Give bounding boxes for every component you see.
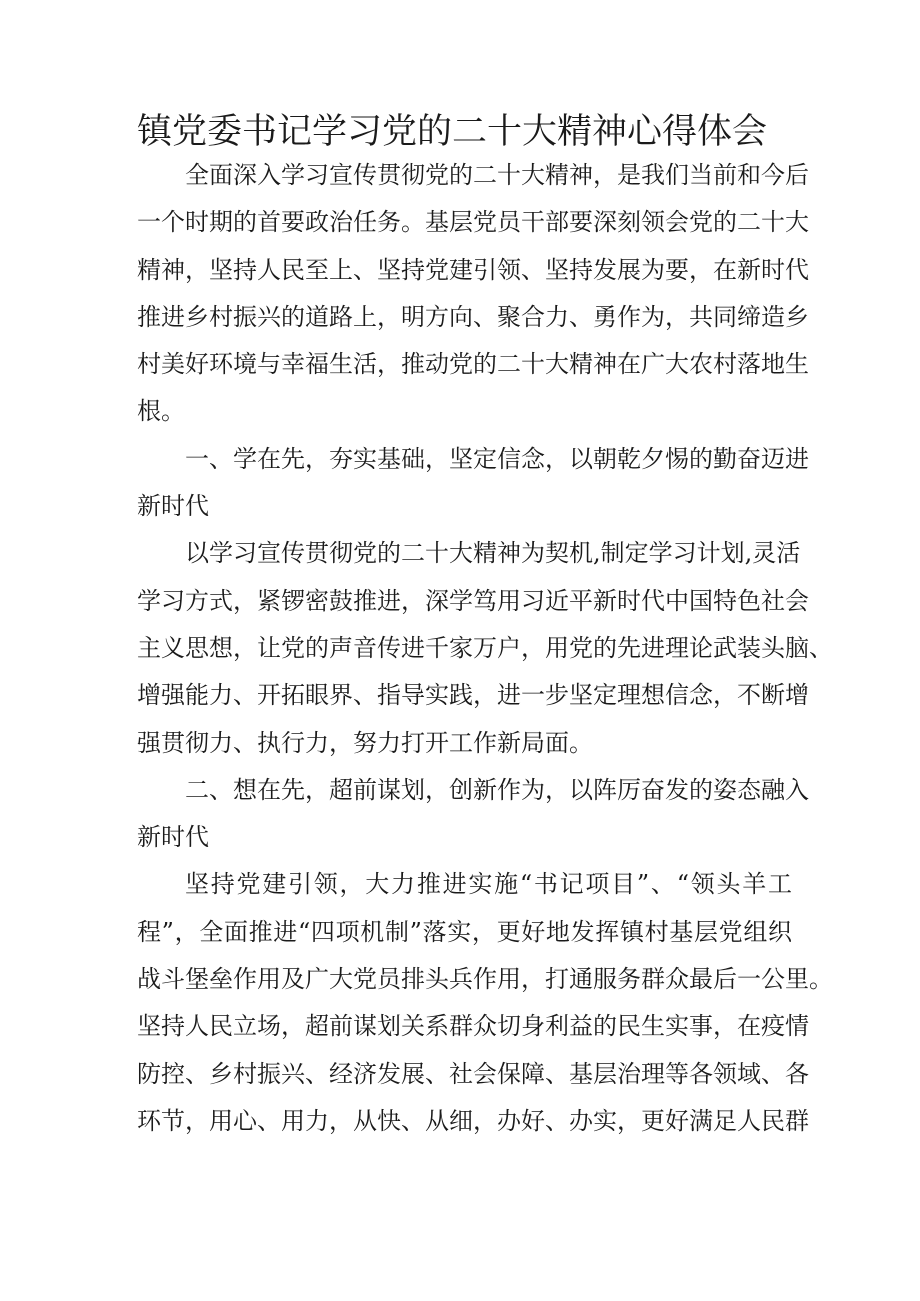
paragraph-section-2 [137,861,833,1145]
text-line: 防控、乡村振兴、经济发展、社会保障、基层治理等各领域、各 [137,1059,809,1088]
text-line: 以学习宣传贯彻党的二十大精神为契机,制定学习计划,灵活 [185,539,801,568]
text-line: 新时代 [137,492,209,521]
text-line: 全面深入学习宣传贯彻党的二十大精神，是我们当前和今后 [185,161,809,189]
text-line: 二、想在先，超前谋划，创新作为，以阵厉奋发的姿态融入 [185,775,809,804]
text-line: 增强能力、开拓眼界、指导实践，进一步坚定理想信念，不断增 [137,681,809,710]
text-line: 坚持党建引领，大力推进实施“书记项目”、“领头羊工 [185,870,792,899]
paragraph-section-1 [137,530,833,766]
text-line: 强贯彻力、执行力，努力打开工作新局面。 [137,728,593,757]
text-line: 村美好环境与幸福生活，推动党的二十大精神在广大农村落地生 [137,350,809,379]
text-line: 坚持人民立场，超前谋划关系群众切身利益的民生实事，在疫情 [137,1012,809,1041]
section-heading-2 [137,767,809,862]
text-line: 一、学在先，夯实基础，坚定信念，以朝乾夕惕的勤奋迈进 [185,444,809,473]
text-line: 一个时期的首要政治任务。基层党员干部要深刻领会党的二十大 [137,208,809,237]
text-line: 推进乡村振兴的道路上，明方向、聚合力、勇作为，共同缔造乡 [137,302,809,331]
section-heading-1 [137,436,809,531]
paragraph-intro [137,152,809,436]
text-line: 程”，全面推进“四项机制”落实，更好地发挥镇村基层党组织 [137,917,792,946]
text-line: 精神，坚持人民至上、坚持党建引领、坚持发展为要，在新时代 [137,255,809,284]
text-line: 根。 [137,397,185,426]
text-line: 环节，用心、用力，从快、从细，办好、办实，更好满足人民群 [137,1106,809,1135]
document-title: 镇党委书记学习党的二十大精神心得体会 [137,112,768,152]
text-line: 主义思想，让党的声音传进千家万户，用党的先进理论武装头脑、 [137,633,833,662]
text-line: 新时代 [137,823,209,852]
text-line: 战斗堡垒作用及广大党员排头兵作用，打通服务群众最后一公里。 [137,965,833,994]
document-body [137,152,833,1145]
text-line: 学习方式，紧锣密鼓推进，深学笃用习近平新时代中国特色社会 [137,586,809,615]
